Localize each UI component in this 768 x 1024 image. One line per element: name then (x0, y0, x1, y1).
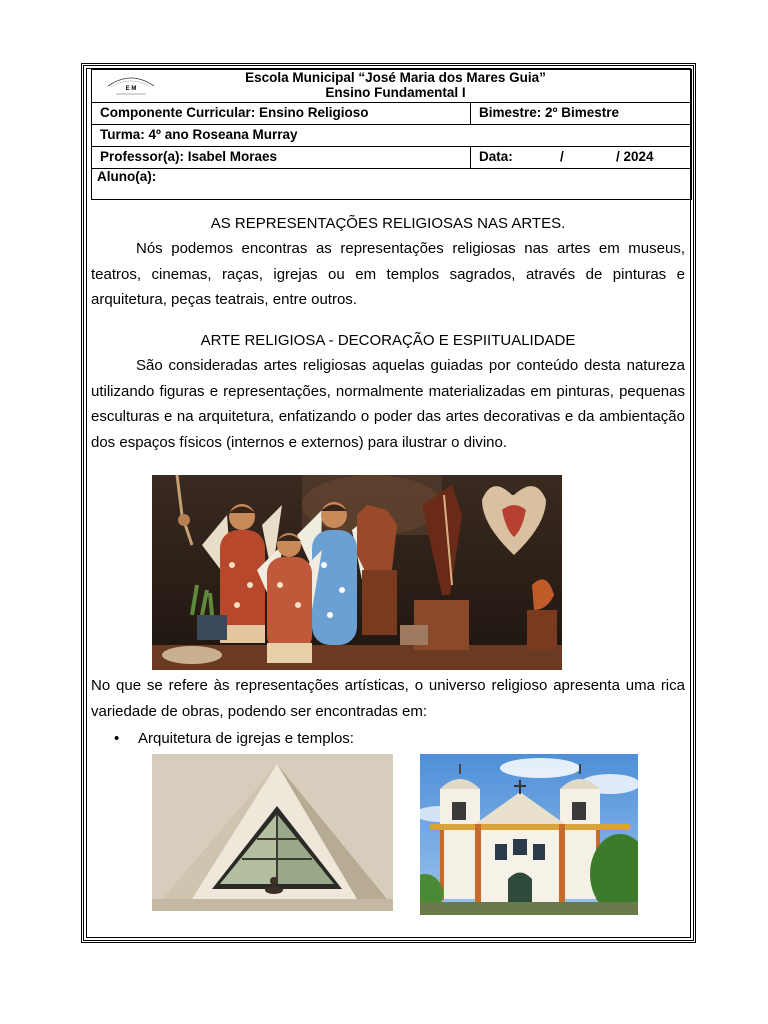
bimester-cell (471, 103, 692, 125)
section2-title: ARTE RELIGIOSA - DECORAÇÃO E ESPIITUALIDADE (200, 332, 576, 349)
section3-paragraph: No que se refere às representações artísticas, o universo religioso apresenta uma rica variedade de obras, podendo ser encontradas em: (91, 677, 685, 720)
bimester-label: Bimestre: 2º Bimestre (479, 105, 619, 120)
bullet-list (91, 730, 354, 747)
teacher-label: Professor(a): Isabel Moraes (100, 149, 278, 164)
section2-paragraph: São consideradas artes religiosas aquelas guiadas por conteúdo desta natureza utilizando figuras e representações, normalmente materializadas em pinturas, pequenas esculturas e na arquitetura, enfatizando o poder das artes decorativas e da ambientação dos espaços físicos (internos e externos) para ilustrar o divino. (91, 357, 685, 451)
school-name: Escola Municipal “José Maria dos Mares Guia” (245, 70, 546, 85)
logo-text: E M (125, 86, 137, 92)
section1-title: AS REPRESENTAÇÕES RELIGIOSAS NAS ARTES. (210, 215, 566, 232)
section1-paragraph: Nós podemos encontras as representações religiosas nas artes em museus, teatros, cinemas, raças, igrejas ou em templos sagrados, através de pinturas e arquitetura, peças teatrais, entre outros. (91, 240, 685, 308)
class-cell (92, 125, 692, 147)
student-cell (92, 169, 692, 200)
class-label: Turma: 4º ano Roseana Murray (100, 127, 298, 142)
component-cell (92, 103, 471, 125)
chapel-interior-photo (152, 754, 393, 911)
component-label: Componente Curricular: Ensino Religioso (100, 105, 369, 120)
bullet-item: • Arquitetura de igrejas e templos: (138, 730, 354, 747)
church-facade-photo (420, 754, 638, 915)
school-logo (102, 74, 160, 98)
teacher-cell (92, 147, 471, 169)
student-label: Aluno(a): (97, 169, 157, 184)
header-table (91, 69, 692, 200)
date-cell (471, 147, 692, 169)
date-year: / 2024 (616, 149, 654, 164)
religious-art-photo (152, 475, 562, 670)
date-label: Data: (479, 149, 513, 164)
school-cell (92, 70, 692, 103)
date-slash-1: / (560, 149, 564, 164)
school-level: Ensino Fundamental I (325, 85, 466, 100)
